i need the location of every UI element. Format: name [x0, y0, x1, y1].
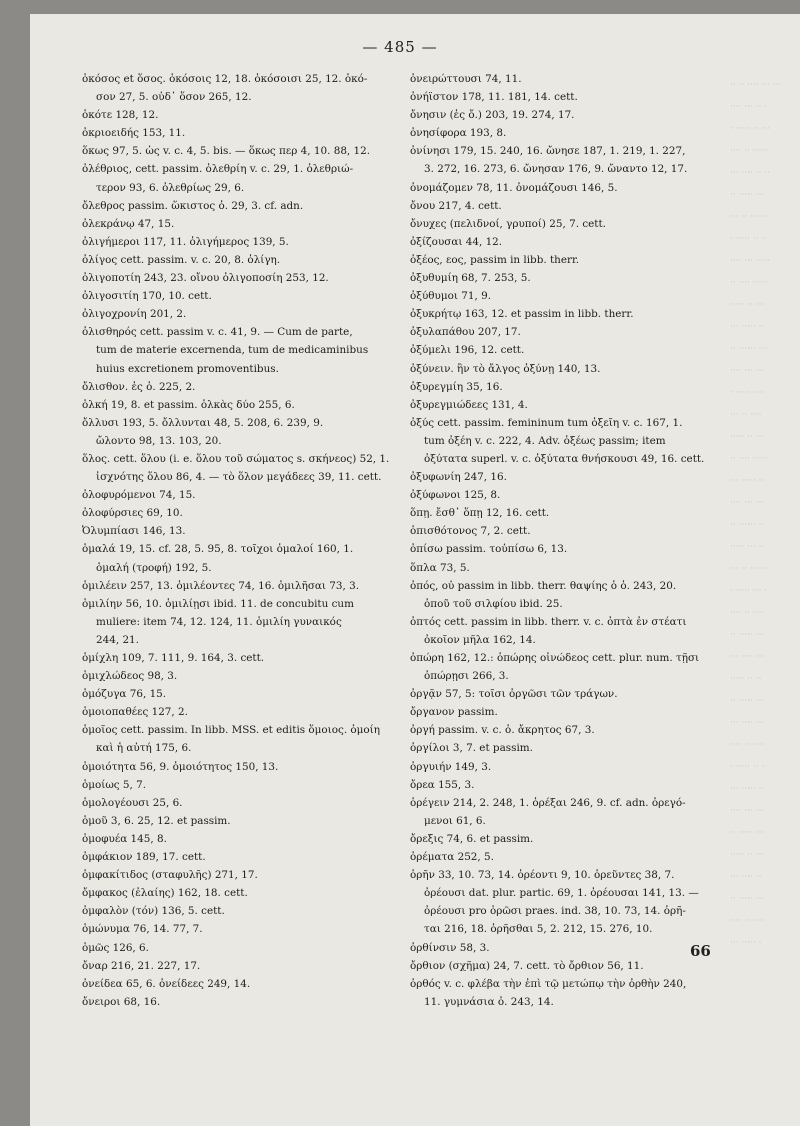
index-column-right: [410, 70, 730, 1011]
entry-line: ὄνειροι 68, 16.: [82, 995, 161, 1008]
entry-line: ὄμφακος (ἐλαίης) 162, 18. cett.: [82, 887, 248, 900]
entry-continuation-line: ὀποῦ τοῦ σιλφίου ibid. 25.: [424, 597, 563, 610]
index-entry: [82, 939, 402, 957]
index-entry: [410, 88, 730, 106]
entry-line: ὅπλα 73, 5.: [410, 561, 470, 574]
entry-continuation-line: σον 27, 5. οὐδ᾽ ὅσον 265, 12.: [96, 91, 252, 104]
index-entry: [82, 703, 402, 721]
index-entry: [410, 251, 730, 269]
entry-line: ὀξύφωνοι 125, 8.: [410, 489, 501, 502]
index-entry: [410, 197, 730, 215]
index-entry: [410, 70, 730, 88]
entry-continuation-line: tum ὀξέη v. c. 222, 4. Adv. ὀξέως passim; item: [424, 434, 666, 447]
entry-line: ὀξύθυμοι 71, 9.: [410, 290, 491, 303]
index-entry: [82, 287, 402, 305]
index-entry: [410, 559, 730, 577]
index-entry: [410, 360, 730, 378]
entry-continuation-line: ὀρέουσι pro ὁρῶσι praes. ind. 38, 10. 73, 14. ὀρῆ-: [424, 905, 686, 918]
entry-continuation-line: muliere: item 74, 12. 124, 11. ὁμιλίη γυναικός: [96, 615, 342, 628]
entry-continuation-line: 3. 272, 16. 273, 6. ὤνησαν 176, 9. ὤναντο 12, 17.: [424, 163, 688, 176]
index-entry: [410, 649, 730, 685]
index-entry: [82, 884, 402, 902]
entry-line: ὀξύμελι 196, 12. cett.: [410, 344, 525, 357]
entry-line: ὁμαλά 19, 15. cf. 28, 5. 95, 8. τοῖχοι ὁμαλοί 160, 1.: [82, 543, 354, 556]
entry-line: ὀρέματα 252, 5.: [410, 851, 494, 864]
entry-continuation-line: tum de materie excernenda, tum de medicaminibus: [96, 344, 369, 357]
entry-line: ὁμοῦ 3, 6. 25, 12. et passim.: [82, 814, 231, 827]
entry-continuation-line: ὤλοντο 98, 13. 103, 20.: [96, 434, 222, 447]
index-entry: [82, 975, 402, 993]
index-entry: [410, 685, 730, 703]
entry-line: ὀργυιήν 149, 3.: [410, 760, 492, 773]
index-entry: [82, 269, 402, 287]
index-entry: [410, 287, 730, 305]
entry-line: ὀλιγοποτίη 243, 23. οἴνου ὀλιγοποσίη 253, 12.: [82, 272, 329, 285]
entry-line: ὄλισθον. ἐς ὀ. 225, 2.: [82, 380, 196, 393]
index-entry: [82, 124, 402, 142]
entry-line: ὄργανον passim.: [410, 706, 498, 719]
entry-line: ὄνου 217, 4. cett.: [410, 199, 502, 212]
index-entry: [410, 613, 730, 649]
index-entry: [82, 70, 402, 106]
index-entry: [410, 866, 730, 938]
entry-line: ὀνείδεα 65, 6. ὀνείδεες 249, 14.: [82, 977, 251, 990]
index-entry: [410, 739, 730, 757]
entry-line: ὀλέθριος, cett. passim. ὀλεθρίη v. c. 29, 1. ὀλεθριώ-: [82, 163, 354, 176]
index-entry: [410, 794, 730, 830]
index-entry: [410, 233, 730, 251]
index-entry: [410, 758, 730, 776]
entry-continuation-line: ὁμαλή (τροφή) 192, 5.: [96, 561, 212, 574]
index-column-left: [82, 70, 402, 1011]
index-entry: [410, 378, 730, 396]
index-entry: [410, 396, 730, 414]
entry-line: ὀπισθότονος 7, 2. cett.: [410, 525, 531, 538]
index-entry: [82, 649, 402, 667]
index-entry: [82, 522, 402, 540]
entry-line: ὀργᾷν 57, 5: τοῖσι ὀργῶσι τῶν τράγων.: [410, 688, 618, 701]
entry-line: ὀμφακίτιδος (σταφυλῆς) 271, 17.: [82, 869, 258, 882]
entry-line: ὀξυρεγμιώδεες 131, 4.: [410, 398, 528, 411]
entry-line: ὀρέγειν 214, 2. 248, 1. ὀρέξαι 246, 9. cf. adn. ὀρεγό-: [410, 796, 686, 809]
index-entry: [410, 848, 730, 866]
index-entry: [82, 486, 402, 504]
index-entry: [82, 776, 402, 794]
entry-line: ὁμιχλώδεος 98, 3.: [82, 670, 178, 683]
index-entry: [410, 522, 730, 540]
index-entry: [410, 305, 730, 323]
index-entry: [82, 721, 402, 757]
index-entry: [82, 993, 402, 1011]
index-entry: [82, 215, 402, 233]
entry-line: ὀλιγήμεροι 117, 11. ὀλιγήμερος 139, 5.: [82, 235, 289, 248]
entry-line: ὁκόσος et ὅσος. ὁκόσοις 12, 18. ὁκόσοισι 25, 12. ὁκό-: [82, 73, 368, 85]
index-entry: [410, 142, 730, 178]
entry-line: ὁμοιοπαθέες 127, 2.: [82, 706, 188, 719]
entry-line: ὀνησίφορα 193, 8.: [410, 127, 507, 140]
entry-line: ὀρθίνσιν 58, 3.: [410, 941, 490, 954]
index-entry: [410, 106, 730, 124]
index-entry: [82, 902, 402, 920]
index-entry: [410, 721, 730, 739]
entry-line: ὅκως 97, 5. ὡς v. c. 4, 5. bis. — ὅκως περ 4, 10. 88, 12.: [82, 145, 371, 158]
entry-continuation-line: ὀκοῖον μῆλα 162, 14.: [424, 633, 536, 646]
index-entry: [82, 920, 402, 938]
entry-line: ὀμφαλὸν (τόν) 136, 5. cett.: [82, 905, 225, 918]
index-entry: [82, 396, 402, 414]
entry-line: ὀξίζουσαι 44, 12.: [410, 235, 503, 248]
entry-line: ὀλιγοσιτίη 170, 10. cett.: [82, 290, 212, 303]
index-entry: [82, 540, 402, 576]
index-entry: [410, 540, 730, 558]
index-entry: [82, 160, 402, 196]
entry-continuation-line: ται 216, 18. ὀρῆσθαι 5, 2. 212, 15. 276, 10.: [424, 923, 653, 936]
entry-line: ὁμοφυέα 145, 8.: [82, 832, 167, 845]
entry-line: ὁμοῖος cett. passim. In libb. MSS. et editis ὅμοιος. ὁμοίη: [82, 724, 380, 737]
entry-line: ὀξύνειν. ἢν τὸ ἄλγος ὀξύνῃ 140, 13.: [410, 362, 601, 375]
entry-line: ὀλοφυρόμενοι 74, 15.: [82, 489, 196, 502]
entry-line: ὀπτός cett. passim in libb. therr. v. c. ὀπτὰ ἐν στέατι: [410, 615, 687, 628]
entry-line: ὀνειρώττουσι 74, 11.: [410, 73, 522, 85]
index-entry: [82, 450, 402, 486]
entry-line: ὀρθός v. c. φλέβα τὴν ἐπὶ τῷ μετώπῳ τὴν ὀρθὴν 240,: [410, 977, 687, 990]
entry-continuation-line: καὶ ἡ αὐτή 175, 6.: [96, 742, 192, 755]
index-entry: [82, 957, 402, 975]
entry-line: ὁμοίως 5, 7.: [82, 778, 147, 791]
entry-line: ὀπίσω passim. τοὐπίσω 6, 13.: [410, 543, 568, 556]
index-entry: [410, 323, 730, 341]
entry-line: ὄνησιν (ἐς ὄ.) 203, 19. 274, 17.: [410, 109, 575, 122]
index-entry: [410, 957, 730, 975]
entry-line: ὀμφάκιον 189, 17. cett.: [82, 851, 206, 864]
entry-line: ὀξυκρήτῳ 163, 12. et passim in libb. therr.: [410, 308, 634, 321]
index-entry: [82, 414, 402, 450]
entry-continuation-line: 11. γυμνάσια ὀ. 243, 14.: [424, 995, 554, 1008]
entry-continuation-line: ἰσχνότης ὅλου 86, 4. — τὸ ὅλον μεγάδεες 39, 11. cett.: [96, 471, 382, 484]
index-entry: [410, 577, 730, 613]
entry-line: ὁμολογέουσι 25, 6.: [82, 796, 183, 809]
entry-continuation-line: ὀρέουσι dat. plur. partic. 69, 1. ὀρέουσαι 141, 13. —: [424, 887, 699, 900]
index-entry: [82, 595, 402, 649]
index-entry: [410, 703, 730, 721]
entry-line: ὀπός, οὐ passim in libb. therr. θαψίης ὁ ὀ. 243, 20.: [410, 579, 677, 592]
index-entry: [410, 414, 730, 468]
entry-line: ὀξύς cett. passim. femininum tum ὀξεῖη v. c. 167, 1.: [410, 416, 683, 429]
entry-line: ὀξυρεγμίη 35, 16.: [410, 380, 503, 393]
entry-continuation-line: 244, 21.: [96, 633, 139, 646]
index-entry: [410, 341, 730, 359]
entry-continuation-line: μενοι 61, 6.: [424, 814, 486, 827]
entry-line: ὀκριοειδής 153, 11.: [82, 127, 186, 140]
entry-line: ὀλεκράνῳ 47, 15.: [82, 217, 175, 230]
index-entry: [410, 215, 730, 233]
index-entry: [410, 939, 730, 957]
index-entry: [82, 197, 402, 215]
index-entry: [410, 975, 730, 1011]
index-entry: [82, 106, 402, 124]
entry-line: ὀλίγος cett. passim. v. c. 20, 8. ὀλίγη.: [82, 253, 281, 266]
entry-line: ὀρῆν 33, 10. 73, 14. ὀρέοντι 9, 10. ὀρεῦντες 38, 7.: [410, 869, 675, 882]
entry-continuation-line: ὀξύτατα superl. v. c. ὀξύτατα θνήσκουσι 49, 16. cett.: [424, 452, 705, 465]
entry-line: ὄλεθρος passim. ὥκιστος ὀ. 29, 3. cf. adn.: [82, 199, 304, 212]
entry-line: ὄρθιον (σχῆμα) 24, 7. cett. τὸ ὄρθιον 56, 11.: [410, 959, 644, 972]
entry-line: ὀξυλαπάθου 207, 17.: [410, 326, 521, 339]
entry-line: ὁλκή 19, 8. et passim. ὁλκὰς δύο 255, 6.: [82, 398, 295, 411]
entry-line: ὅπῃ. ἔσθ᾽ ὅπῃ 12, 16. cett.: [410, 507, 550, 520]
index-entry: [82, 667, 402, 685]
index-entry: [410, 830, 730, 848]
index-entry: [82, 251, 402, 269]
entry-line: ὀνήϊστον 178, 11. 181, 14. cett.: [410, 91, 578, 104]
entry-line: ὁμίχλη 109, 7. 111, 9. 164, 3. cett.: [82, 652, 265, 664]
index-entry: [82, 233, 402, 251]
page-number-header: — 485 —: [362, 38, 438, 56]
entry-line: ὀξυφωνίη 247, 16.: [410, 471, 507, 484]
entry-line: ὀνομάζομεν 78, 11. ὀνομάζουσι 146, 5.: [410, 181, 618, 194]
index-entry: [82, 577, 402, 595]
entry-line: ὀλιγοχρονίη 201, 2.: [82, 308, 187, 321]
index-entry: [82, 830, 402, 848]
entry-line: ὁμιλέειν 257, 13. ὁμιλέοντες 74, 16. ὁμιλῆσαι 73, 3.: [82, 579, 360, 592]
entry-line: ὁμιλίην 56, 10. ὁμιλίῃσι ibid. 11. de concubitu cum: [82, 597, 354, 610]
entry-line: ὀργή passim. v. c. ὀ. ἄκρητος 67, 3.: [410, 724, 595, 737]
entry-line: ὁκότε 128, 12.: [82, 109, 159, 122]
index-entry: [82, 758, 402, 776]
index-entry: [82, 142, 402, 160]
entry-line: ὅλος. cett. ὅλου (i. e. ὅλου τοῦ σώματος s. σκήνεος) 52, 1.: [82, 452, 390, 465]
entry-line: ὀργίλοι 3, 7. et passim.: [410, 742, 533, 755]
entry-line: ὄρεα 155, 3.: [410, 778, 475, 791]
entry-line: ὁμῶς 126, 6.: [82, 941, 149, 954]
entry-line: ὄρεξις 74, 6. et passim.: [410, 832, 534, 845]
entry-line: ὄλλυσι 193, 5. ὄλλυνται 48, 5. 208, 6. 239, 9.: [82, 416, 324, 429]
index-entry: [410, 269, 730, 287]
index-entry: [82, 866, 402, 884]
index-entry: [410, 486, 730, 504]
entry-line: ὀλοφύρσιες 69, 10.: [82, 507, 183, 520]
entry-line: ὀπώρη 162, 12.: ὀπώρης οἰνώδεος cett. plur. num. τῇσι: [410, 652, 700, 664]
entry-line: ὄναρ 216, 21. 227, 17.: [82, 959, 201, 972]
index-entry: [410, 776, 730, 794]
entry-line: ὄνυχες (πελιδνοί, γρυποί) 25, 7. cett.: [410, 217, 606, 230]
entry-line: ὀλισθηρός cett. passim v. c. 41, 9. — Cum de parte,: [82, 326, 353, 339]
show-through-text: ·· ·· ···· ··· ··· ···· ··· ·· · · ····· ·· ··· ···· ·· ····· ··· ···· ·· ·· ·· ····· ··· ··· ·· ······ · ····· ·· ·· ···· ··· ····· ·· ···· ····· ····· ·· ··· ··· ····· ·· ·· ······ ··· ···· ··· ··· · ····· ···· ··· ·· ···· ····· ·· ··· ·· ···· ····· ··· ····· ·· ···· ··· ··· ·· ······ ·· ····· ··· ·· ··· ·· ······ · ····· ··· · ···· ·· ···· ·· ····· ··· ··· ···· ··· ····· ·· ·· ·· ····· ··· ··· ···· ··· ···· ·· ···· · ····· ·· · ··· ····· ·· ···· ··· ··· ·· ····· ··· ····· ·· ··· ··· ···· ·· ·· ····· ··· ···· ·· ···· ··· ····· ·: [730, 80, 782, 948]
entry-line: ὀξέος, εος, passim in libb. therr.: [410, 253, 580, 266]
entry-continuation-line: huius excretionem promoventibus.: [96, 362, 279, 375]
index-entry: [82, 323, 402, 377]
index-entry: [82, 794, 402, 812]
entry-line: ὁμόζυγα 76, 15.: [82, 688, 167, 701]
index-entry: [82, 378, 402, 396]
index-entry: [82, 848, 402, 866]
signature-mark: 66: [690, 942, 711, 960]
index-entry: [410, 504, 730, 522]
entry-line: ὀξυθυμίη 68, 7. 253, 5.: [410, 272, 531, 285]
index-entry: [82, 685, 402, 703]
index-entry: [82, 504, 402, 522]
index-entry: [410, 179, 730, 197]
entry-line: ὁμοιότητα 56, 9. ὁμοιότητος 150, 13.: [82, 760, 279, 773]
index-entry: [82, 305, 402, 323]
entry-line: ὁμώνυμα 76, 14. 77, 7.: [82, 923, 203, 936]
entry-line: Ὀλυμπίασι 146, 13.: [82, 525, 186, 538]
entry-continuation-line: τερον 93, 6. ὀλεθρίως 29, 6.: [96, 181, 245, 194]
entry-line: ὀνίνησι 179, 15. 240, 16. ὤνησε 187, 1. 219, 1. 227,: [410, 145, 686, 158]
entry-continuation-line: ὀπώρῃσι 266, 3.: [424, 670, 509, 683]
index-entry: [82, 812, 402, 830]
index-entry: [410, 124, 730, 142]
index-entry: [410, 468, 730, 486]
